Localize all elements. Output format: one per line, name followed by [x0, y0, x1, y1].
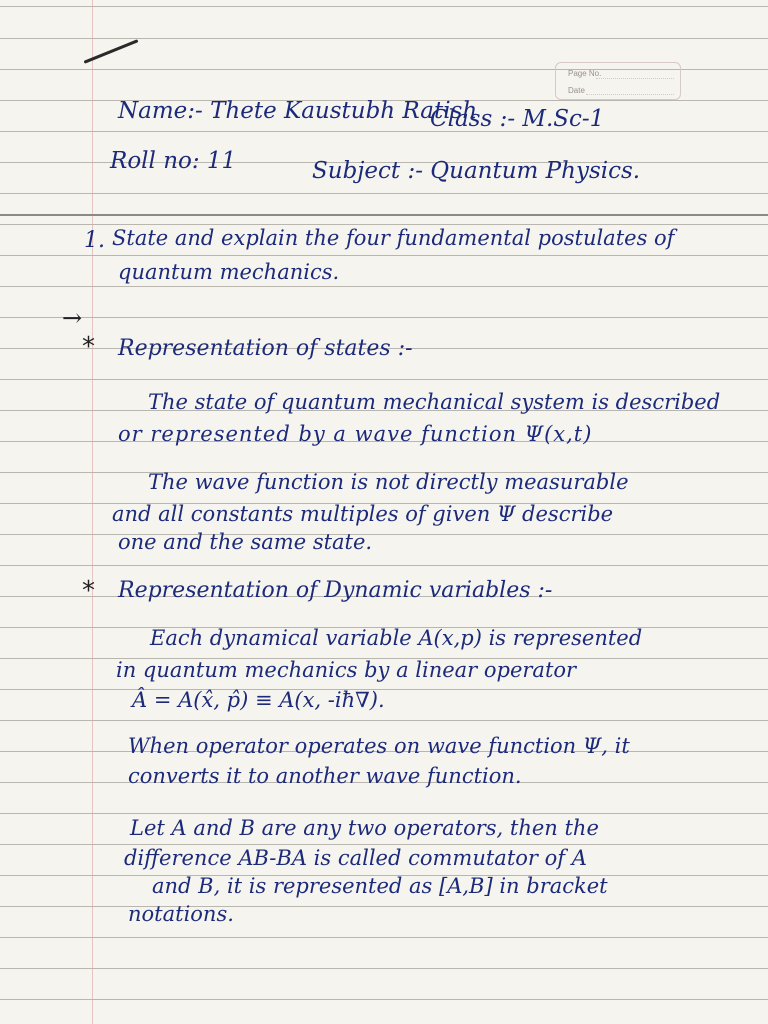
class-label: Class :- M.Sc-1	[430, 106, 605, 132]
text-line: Let A and B are any two operators, then the	[130, 816, 599, 840]
operator-equation: Â = A(x̂, p̂) ≡ A(x, -iħ∇).	[132, 688, 385, 712]
text-line: in quantum mechanics by a linear operator	[116, 658, 577, 682]
text-line: The state of quantum mechanical system is described	[148, 390, 721, 414]
question-line-1: State and explain the four fundamental postulates of	[112, 226, 675, 250]
subject-label: Subject :- Quantum Physics.	[312, 158, 641, 184]
text-line: When operator operates on wave function Ψ, it	[128, 734, 630, 758]
text-line: difference AB-BA is called commutator of A	[124, 846, 587, 870]
text-line: and B, it is represented as [A,B] in bracket	[152, 874, 608, 898]
text-line: one and the same state.	[118, 530, 373, 554]
text-line: Each dynamical variable A(x,p) is represented	[150, 626, 643, 650]
page-date-box	[555, 62, 681, 100]
text-line: converts it to another wave function.	[128, 764, 522, 788]
roll-number: Roll no: 11	[110, 148, 237, 174]
margin-line	[92, 0, 93, 1024]
question-number: 1.	[84, 228, 105, 253]
section-heading-states: Representation of states :-	[118, 336, 413, 361]
header-divider	[0, 214, 768, 216]
page-no-label: Page No.	[568, 69, 602, 78]
question-line-2: quantum mechanics.	[118, 260, 340, 284]
section-heading-dynamic-variables: Representation of Dynamic variables :-	[118, 578, 553, 603]
student-name: Name:- Thete Kaustubh Ratish	[118, 98, 478, 124]
text-line: or represented by a wave function Ψ(x,t)	[118, 422, 593, 446]
text-line: and all constants multiples of given Ψ describe	[112, 502, 614, 526]
answer-arrow: →	[62, 304, 83, 332]
text-line: The wave function is not directly measurable	[148, 470, 629, 494]
bullet-star-1: *	[82, 332, 95, 362]
bullet-star-2: *	[82, 576, 95, 606]
text-line: notations.	[128, 902, 234, 926]
date-label: Date	[568, 86, 585, 95]
